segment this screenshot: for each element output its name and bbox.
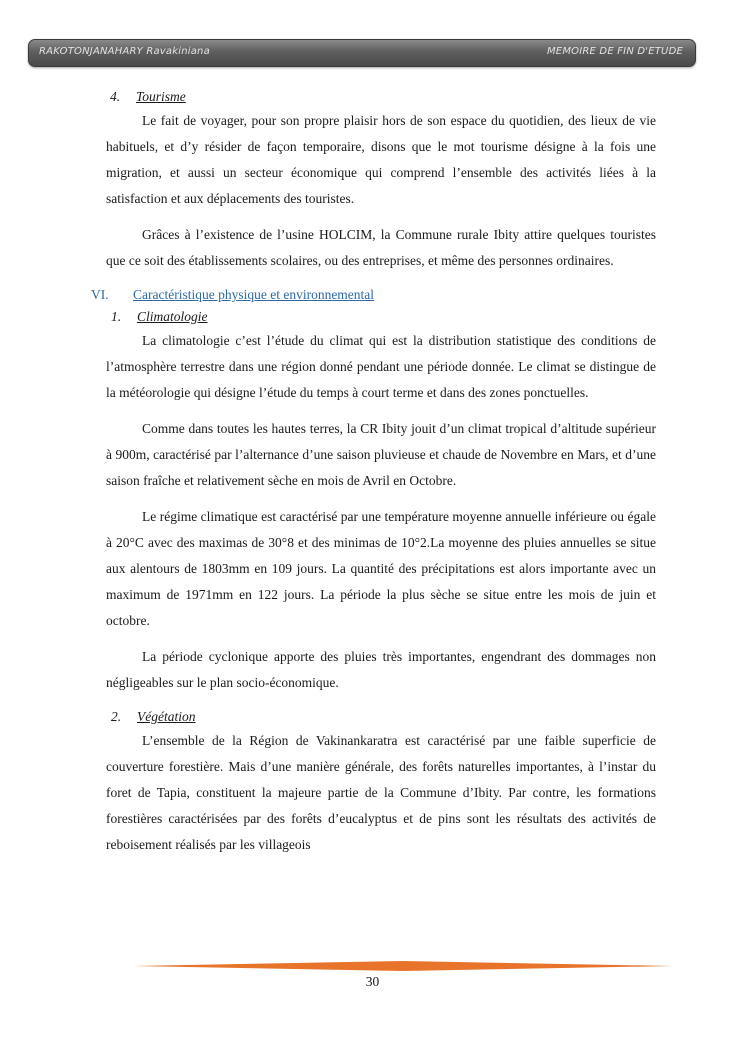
heading-title: Végétation: [137, 709, 196, 724]
header-author: RAKOTONJANAHARY Ravakiniana: [39, 46, 210, 57]
page-number: 30: [365, 974, 380, 989]
section-number: VI.: [91, 287, 109, 302]
heading-number: 2.: [111, 709, 122, 724]
paragraph: La période cyclonique apporte des pluies très importantes, engendrant des dommages non négligeables sur le plan socio-économique.: [106, 649, 656, 690]
header-document-title: MEMOIRE DE FIN D'ETUDE: [546, 46, 683, 57]
paragraph: Le régime climatique est caractérisé par une température moyenne annuelle inférieure ou égale à 20°C avec des maximas de 30°8 et des minimas de 10°2.La moyenne des pluies annuelles se situe aux alentours de 1803mm en 109 jours. La quantité des précipitations est alors importante avec un maximum de 1971mm en 122 jours. La période la plus sèche se situe entre les mois de juin et octobre.: [106, 509, 656, 628]
paragraph: Le fait de voyager, pour son propre plaisir hors de son espace du quotidien, des lieux de vie habituels, et d’y résider de façon temporaire, disons que le mot tourisme désigne à la fois une migration, et aussi un secteur économique qui comprend l’ensemble des activités liées à la satisfaction et aux déplacements des touristes.: [106, 113, 656, 206]
footer-divider: [133, 961, 673, 971]
paragraph: L’ensemble de la Région de Vakinankaratra est caractérisé par une faible superficie de couverture forestière. Mais d’une manière générale, des forêts naturelles importantes, à l’instar du foret de Tapia, constituent la majeure partie de la Commune d’Ibity. Par contre, les formations forestières caractérisées par des forêts d’eucalyptus et de pins sont les résultats des activités de reboisement réalisés par les villageois: [106, 733, 656, 852]
paragraph: La climatologie c’est l’étude du climat qui est la distribution statistique des conditions de l’atmosphère terrestre dans une région donné pendant une période donnée. Le climat se distingue de la météorologie qui désigne l’étude du temps à court terme et dans des zones ponctuelles.: [106, 333, 656, 400]
paragraph: Grâces à l’existence de l’usine HOLCIM, la Commune rurale Ibity attire quelques touristes que ce soit des établissements scolaires, ou des entreprises, et même des personnes ordinaires.: [106, 227, 656, 268]
paragraph: Comme dans toutes les hautes terres, la CR Ibity jouit d’un climat tropical d’altitude supérieur à 900m, caractérisé par l’alternance d’une saison pluvieuse et chaude de Novembre en Mars, et d’une saison fraîche et relativement sèche en mois de Avril en Octobre.: [106, 421, 656, 488]
heading-title: Tourisme: [136, 89, 186, 104]
running-header: [28, 39, 696, 67]
section-heading-caracteristique[interactable]: [91, 284, 656, 306]
heading-title: Climatologie: [137, 309, 208, 324]
section-title-link[interactable]: Caractéristique physique et environnemental: [133, 287, 375, 302]
heading-climatologie: [111, 306, 656, 328]
heading-number: 1.: [111, 309, 122, 324]
heading-tourisme: [110, 86, 656, 108]
heading-vegetation: [111, 706, 656, 728]
page-body: [91, 86, 656, 858]
footer-divider-shape: [133, 961, 673, 971]
heading-number: 4.: [110, 89, 121, 104]
